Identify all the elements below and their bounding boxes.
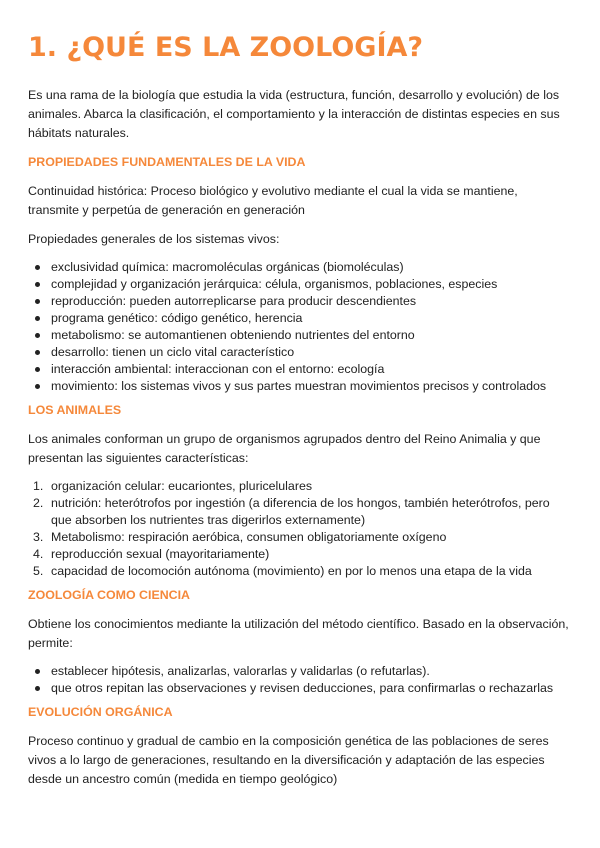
- list-item-text: reproducción: pueden autorreplicarse para producir descendientes: [51, 294, 417, 308]
- list-item-text: interacción ambiental: interaccionan con el entorno: ecología: [51, 362, 385, 376]
- list-item: [28, 495, 572, 529]
- list-item-text: exclusividad química: macromoléculas orgánicas (biomoléculas): [51, 260, 404, 274]
- list-item: [28, 276, 572, 293]
- ciencia-paragraph: Obtiene los conocimientos mediante la utilización del método científico. Basado en la observación, permite:: [28, 617, 569, 650]
- list-item: [28, 478, 572, 495]
- list-item-text: complejidad y organización jerárquica: célula, organismos, poblaciones, especies: [51, 277, 498, 291]
- list-item-text: metabolismo: se automantienen obteniendo nutrientes del entorno: [51, 328, 415, 342]
- list-number: 4.: [33, 547, 44, 561]
- continuidad-paragraph: Continuidad histórica: Proceso biológico y evolutivo mediante el cual la vida se mantiene, transmite y perpetúa de generación en generación: [28, 184, 518, 217]
- list-number: 5.: [33, 564, 44, 578]
- list-item-text: nutrición: heterótrofos por ingestión (a diferencia de los hongos, también heterótrofos, pero que absorben los nutrientes tras digerirlos externamente): [51, 496, 550, 527]
- bullet-icon: [35, 333, 40, 338]
- intro-paragraph: Es una rama de la biología que estudia la vida (estructura, función, desarrollo y evolución) de los animales. Abarca la clasificación, el comportamiento y la interacción de distintas especies en sus hábitats naturales.: [28, 88, 560, 140]
- list-item: [28, 361, 572, 378]
- ciencia-list: [28, 663, 572, 697]
- list-item-text: capacidad de locomoción autónoma (movimiento) en por lo menos una etapa de la vida: [51, 564, 532, 578]
- list-item: [28, 563, 572, 580]
- section-heading-zoologia-ciencia: ZOOLOGÍA COMO CIENCIA: [28, 588, 190, 602]
- list-item: [28, 293, 572, 310]
- list-item-text: organización celular: eucariontes, pluricelulares: [51, 479, 313, 493]
- list-item: [28, 310, 572, 327]
- section-heading-propiedades: PROPIEDADES FUNDAMENTALES DE LA VIDA: [28, 155, 306, 169]
- list-number: 1.: [33, 479, 44, 493]
- list-item: [28, 259, 572, 276]
- list-item: [28, 378, 572, 395]
- list-item: [28, 344, 572, 361]
- list-item: [28, 529, 572, 546]
- animales-list: [28, 478, 572, 580]
- list-item-text: reproducción sexual (mayoritariamente): [51, 547, 270, 561]
- list-item-text: programa genético: código genético, herencia: [51, 311, 303, 325]
- list-item: [28, 546, 572, 563]
- bullet-icon: [35, 367, 40, 372]
- list-item-text: Metabolismo: respiración aeróbica, consumen obligatoriamente oxígeno: [51, 530, 447, 544]
- propiedades-list: [28, 259, 572, 395]
- animales-paragraph: Los animales conforman un grupo de organismos agrupados dentro del Reino Animalia y que presentan las siguientes características:: [28, 432, 541, 465]
- bullet-icon: [35, 384, 40, 389]
- propiedades-intro-paragraph: Propiedades generales de los sistemas vivos:: [28, 232, 280, 246]
- section-heading-evolucion: EVOLUCIÓN ORGÁNICA: [28, 705, 173, 719]
- bullet-icon: [35, 265, 40, 270]
- list-item-text: establecer hipótesis, analizarlas, valorarlas y validarlas (o refutarlas).: [51, 664, 430, 678]
- evolucion-paragraph: Proceso continuo y gradual de cambio en la composición genética de las poblaciones de seres vivos a lo largo de generaciones, resultando en la diversificación y adaptación de las especies desde un ancestro común (medida en tiempo geológico): [28, 734, 549, 786]
- bullet-icon: [35, 299, 40, 304]
- bullet-icon: [35, 350, 40, 355]
- page-title: 1. ¿QUÉ ES LA ZOOLOGÍA?: [28, 32, 424, 63]
- list-item-text: movimiento: los sistemas vivos y sus partes muestran movimientos precisos y controlados: [51, 379, 547, 393]
- section-heading-animales: LOS ANIMALES: [28, 403, 122, 417]
- list-item: [28, 680, 572, 697]
- bullet-icon: [35, 686, 40, 691]
- list-item-text: desarrollo: tienen un ciclo vital característico: [51, 345, 295, 359]
- list-item-text: que otros repitan las observaciones y revisen deducciones, para confirmarlas o rechazarlas: [51, 681, 554, 695]
- list-number: 2.: [33, 496, 44, 510]
- list-item: [28, 663, 572, 680]
- bullet-icon: [35, 316, 40, 321]
- list-item: [28, 327, 572, 344]
- list-number: 3.: [33, 530, 44, 544]
- bullet-icon: [35, 282, 40, 287]
- bullet-icon: [35, 669, 40, 674]
